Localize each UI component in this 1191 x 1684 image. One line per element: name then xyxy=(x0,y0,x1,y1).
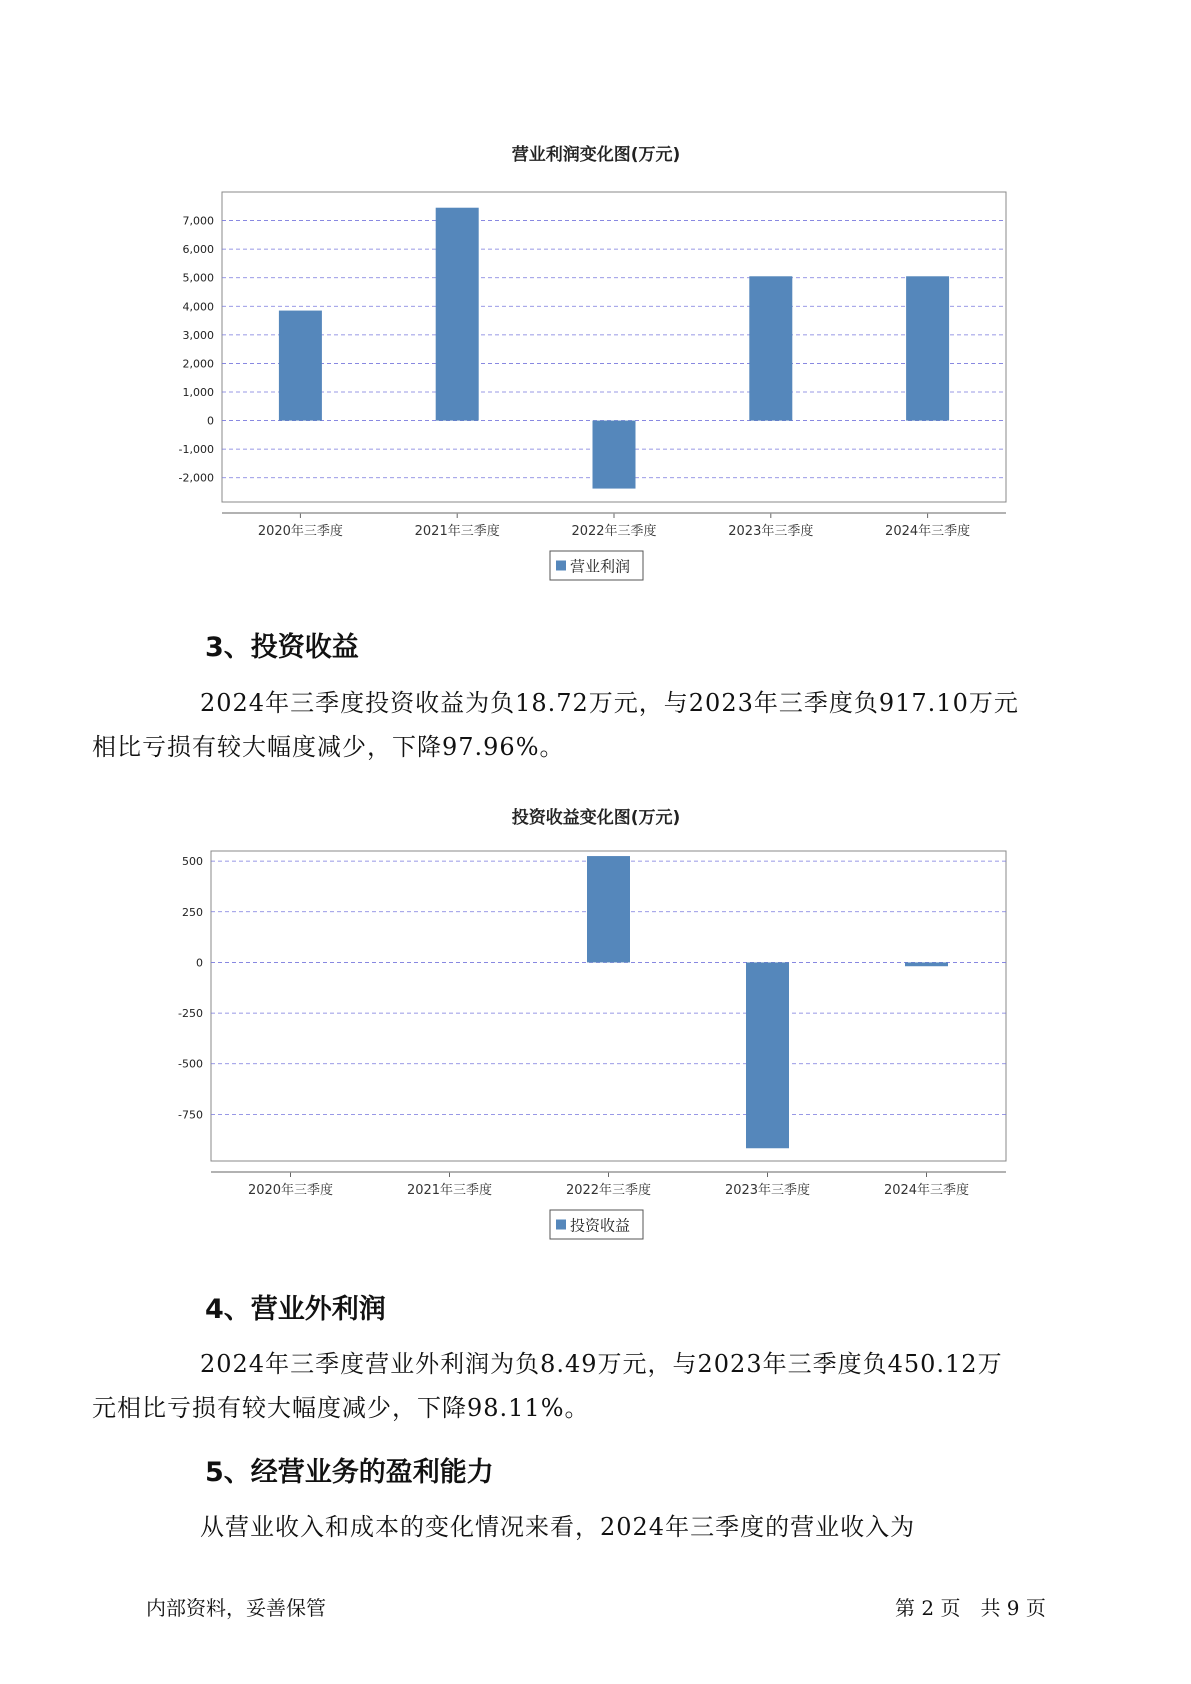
x-category-label: 2020年三季度 xyxy=(247,1183,334,1198)
y-tick-label: 0 xyxy=(196,956,203,970)
x-category-label: 2023年三季度 xyxy=(728,524,814,539)
footer-left: 内部资料，妥善保管 xyxy=(146,1596,326,1620)
legend-swatch xyxy=(556,561,566,571)
bar-4 xyxy=(746,962,789,1148)
section-5-line-1: 从营业收入和成本的变化情况来看，2024年三季度的营业收入为 xyxy=(200,1513,916,1541)
y-tick-label: 4,000 xyxy=(182,300,214,314)
chart-title: 投资收益变化图(万元) xyxy=(511,808,681,828)
y-tick-label: 500 xyxy=(182,855,203,869)
x-category-label: 2022年三季度 xyxy=(571,524,657,539)
section-4-paragraph xyxy=(92,1342,1062,1430)
y-tick-label: 1,000 xyxy=(182,386,214,399)
y-tick-label: -750 xyxy=(178,1108,203,1122)
x-category-label: 2021年三季度 xyxy=(414,524,500,539)
operating-profit-chart-svg xyxy=(0,130,1191,600)
x-category-label: 2023年三季度 xyxy=(724,1183,811,1198)
investment-income-chart xyxy=(0,795,1191,1265)
section-3-line-2: 相比亏损有较大幅度减少，下降97.96%。 xyxy=(92,733,565,761)
bar-5 xyxy=(905,962,948,966)
x-category-label: 2020年三季度 xyxy=(257,524,343,539)
legend-swatch xyxy=(556,1220,566,1230)
section-4-line-1: 2024年三季度营业外利润为负8.49万元，与2023年三季度负450.12万 xyxy=(200,1350,1003,1378)
bar-1 xyxy=(279,311,322,421)
section-3-paragraph xyxy=(92,681,1062,769)
y-tick-label: 2,000 xyxy=(182,357,214,371)
section-3-heading: 3、投资收益 xyxy=(205,632,359,663)
chart-title: 营业利润变化图(万元) xyxy=(511,145,681,165)
x-category-label: 2024年三季度 xyxy=(885,524,971,539)
y-tick-label: -500 xyxy=(178,1057,203,1071)
y-tick-label: -1,000 xyxy=(178,443,214,457)
section-4-line-2: 元相比亏损有较大幅度减少，下降98.11%。 xyxy=(92,1394,590,1422)
bar-2 xyxy=(436,208,479,421)
y-tick-label: -250 xyxy=(178,1007,203,1021)
x-category-label: 2021年三季度 xyxy=(406,1183,493,1198)
section-3-line-1: 2024年三季度投资收益为负18.72万元，与2023年三季度负917.10万元 xyxy=(200,689,1019,717)
y-tick-label: 5,000 xyxy=(182,271,214,285)
section-4-heading: 4、营业外利润 xyxy=(205,1294,386,1325)
y-tick-label: 0 xyxy=(207,414,214,428)
y-tick-label: 3,000 xyxy=(182,328,214,342)
legend-label: 投资收益 xyxy=(570,1216,631,1235)
investment-income-chart-svg xyxy=(0,795,1191,1265)
footer-page-number: 第 2 页 共 9 页 xyxy=(895,1596,1046,1620)
y-tick-label: 7,000 xyxy=(182,214,214,228)
y-tick-label: 250 xyxy=(182,905,203,919)
y-tick-label: 6,000 xyxy=(182,243,214,257)
section-5-paragraph xyxy=(146,1505,1062,1549)
legend-label: 营业利润 xyxy=(570,557,631,576)
x-category-label: 2024年三季度 xyxy=(883,1183,970,1198)
x-category-label: 2022年三季度 xyxy=(565,1183,652,1198)
section-5-heading: 5、经营业务的盈利能力 xyxy=(205,1457,494,1488)
bar-3 xyxy=(587,856,630,962)
operating-profit-chart xyxy=(0,130,1191,600)
bar-4 xyxy=(749,276,792,420)
bar-3 xyxy=(593,421,636,489)
bar-5 xyxy=(906,276,949,420)
y-tick-label: -2,000 xyxy=(178,471,214,485)
